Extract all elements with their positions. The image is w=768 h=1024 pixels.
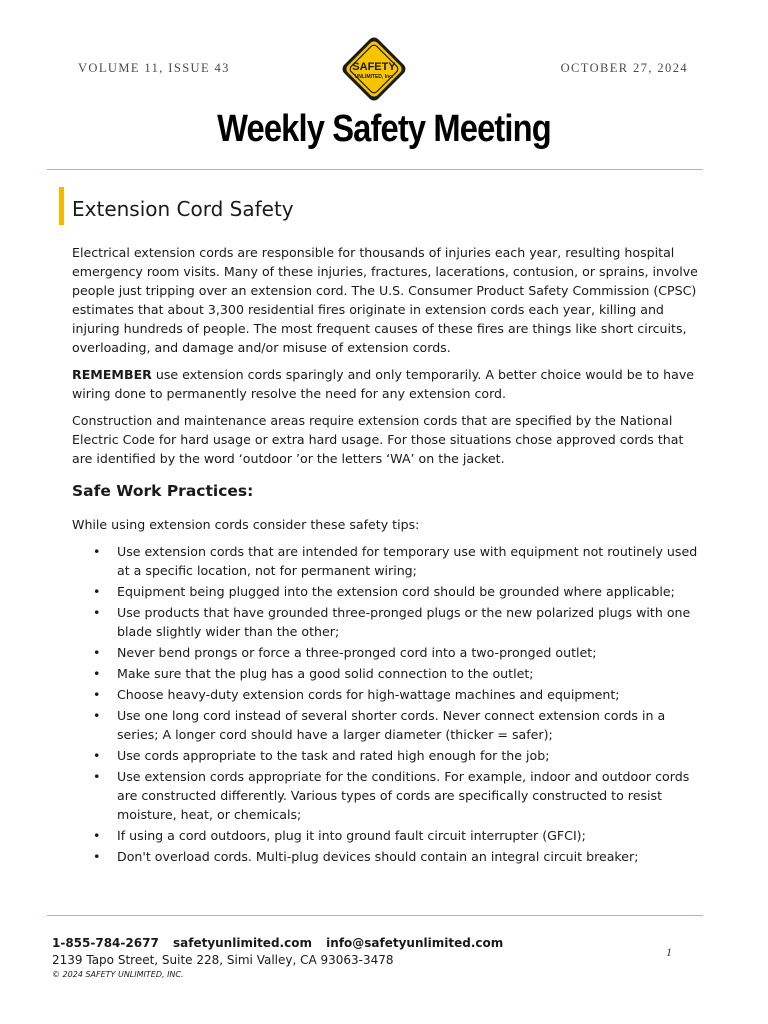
bullet-icon: • — [93, 769, 101, 784]
bullet-icon: • — [93, 544, 101, 559]
list-item: • Equipment being plugged into the extension cord should be grounded where applicable; — [93, 584, 675, 599]
list-item: • Choose heavy-duty extension cords for high-wattage machines and equipment; — [93, 687, 620, 702]
footer-contact — [52, 935, 513, 951]
bullet-icon: • — [93, 708, 101, 723]
remember-text: use extension cords sparingly and only temporarily. A better choice would be to have wiring done to permanently resolve the need for any extension cord. — [72, 367, 695, 401]
bullet-icon: • — [93, 666, 101, 681]
issue-date: OCTOBER 27, 2024 — [560, 61, 688, 75]
footer-address: 2139 Tapo Street, Suite 228, Simi Valley, CA 93063-3478 — [52, 953, 394, 967]
bullet-icon: • — [93, 645, 101, 660]
footer-divider — [47, 915, 703, 916]
volume-issue: VOLUME 11, ISSUE 43 — [78, 61, 230, 75]
list-item: • Use cords appropriate to the task and rated high enough for the job; — [93, 748, 550, 763]
remember-paragraph — [72, 365, 704, 403]
bullet-icon: • — [93, 605, 101, 620]
bullet-icon: • — [93, 687, 101, 702]
list-item: • Never bend prongs or force a three-pronged cord into a two-pronged outlet; — [93, 645, 597, 660]
tips-intro: While using extension cords consider these safety tips: — [72, 517, 420, 532]
website-link[interactable]: safetyunlimited.com — [172, 936, 312, 950]
section-title: Extension Cord Safety — [72, 197, 294, 221]
list-item: • Use extension cords that are intended for temporary use with equipment not routinely used at a specific location, not for permanent wiring; — [93, 544, 698, 578]
list-item: • Use products that have grounded three-pronged plugs or the new polarized plugs with one blade slightly wider than the other; — [93, 605, 691, 639]
safe-work-practices-heading: Safe Work Practices: — [72, 482, 254, 500]
intro-paragraph: Electrical extension cords are responsible for thousands of injuries each year, resulting hospital emergency room visits. Many of these injuries, fractures, lacerations, contusion, or sprains, involve people just tripping over an extension cord. The U.S. Consumer Product Safety Commission (CPSC) estimates that about 3,300 residential fires originate in extension cords each year, killing and injuring hundreds of people. The most frequent causes of these fires are things like short circuits, overloading, and damage and/or misuse of extension cords. — [72, 245, 698, 355]
bullet-icon: • — [93, 748, 101, 763]
phone-number[interactable]: 1-855-784-2677 — [52, 936, 159, 950]
svg-text:UNLIMITED, Inc.: UNLIMITED, Inc. — [354, 74, 394, 80]
header-divider — [47, 169, 703, 170]
bullet-icon: • — [93, 849, 101, 864]
bullet-icon: • — [93, 584, 101, 599]
page-number: 1 — [666, 945, 672, 959]
article-body — [72, 243, 704, 868]
safety-tips-list — [72, 542, 704, 866]
footer — [52, 935, 513, 981]
section-accent-bar — [59, 187, 64, 225]
list-item: • Make sure that the plug has a good solid connection to the outlet; — [93, 666, 534, 681]
list-item: • Use extension cords appropriate for the conditions. For example, indoor and outdoor cords are constructed differently. Various types of cords are specifically constructed to resist moisture, heat, or chemicals; — [93, 769, 690, 822]
email-link[interactable]: info@safetyunlimited.com — [326, 936, 504, 950]
construction-paragraph: Construction and maintenance areas require extension cords that are specified by the National Electric Code for hard usage or extra hard usage. For those situations chose approved cords that are identified by the word ‘outdoor ’or the letters ‘WA’ on the jacket. — [72, 413, 684, 466]
remember-lead: REMEMBER — [72, 367, 152, 382]
svg-text:SAFETY: SAFETY — [352, 61, 396, 73]
list-item: • If using a cord outdoors, plug it into ground fault circuit interrupter (GFCI); — [93, 828, 586, 843]
page-title: Weekly Safety Meeting — [217, 108, 551, 150]
bullet-icon: • — [93, 828, 101, 843]
list-item: • Don't overload cords. Multi-plug devices should contain an integral circuit breaker; — [93, 849, 639, 864]
list-item: • Use one long cord instead of several shorter cords. Never connect extension cords in a series; A longer cord should have a larger diameter (thicker = safer); — [93, 708, 666, 742]
copyright-notice: © 2024 SAFETY UNLIMITED, INC. — [52, 970, 184, 979]
safety-unlimited-logo — [337, 32, 411, 106]
